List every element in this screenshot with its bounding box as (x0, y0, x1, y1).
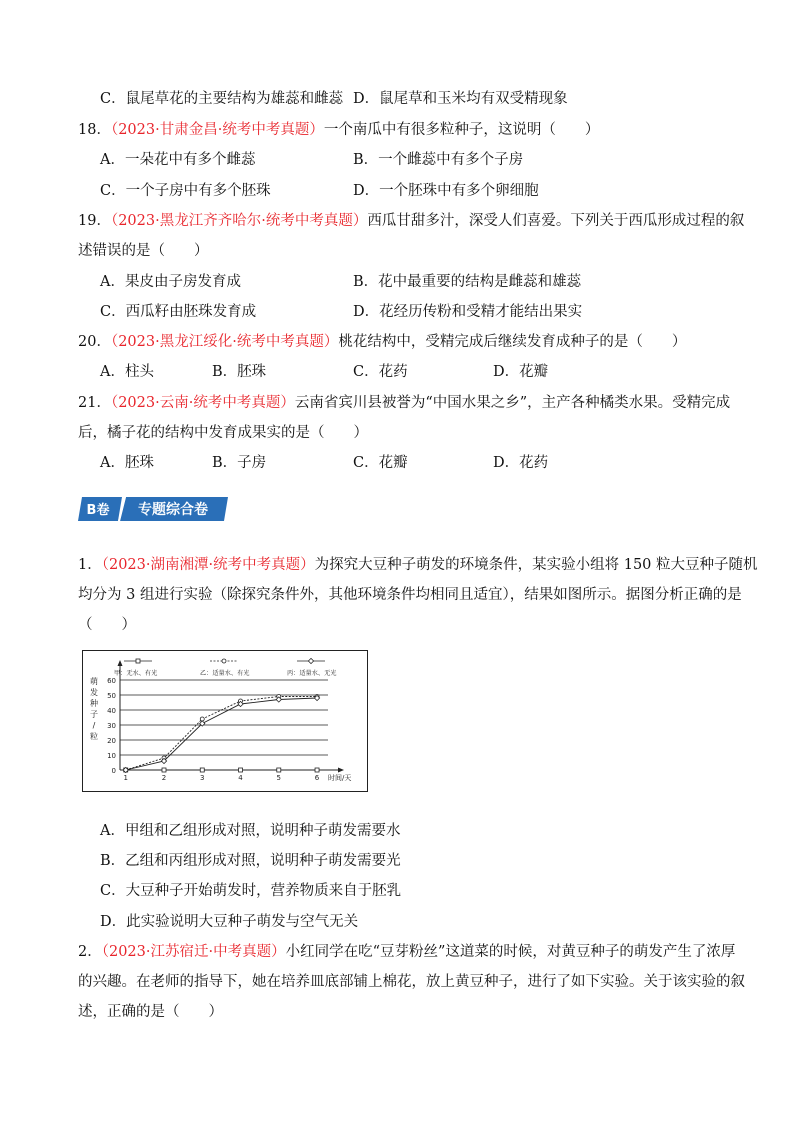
text-span: C．一个子房中有多个胚珠 (100, 183, 271, 199)
y-tick-label: 10 (107, 752, 116, 760)
answer-option: B．子房 (212, 455, 267, 471)
text-line (100, 181, 271, 201)
banner-title: 专题综合卷 (138, 502, 208, 518)
y-tick-label: 40 (107, 707, 116, 715)
chart-svg (82, 650, 368, 792)
x-tick-label: 6 (314, 774, 320, 782)
text-line (100, 89, 343, 109)
data-point (222, 659, 226, 663)
answer-option: D．花经历传粉和受精才能结出果实 (353, 304, 583, 320)
text-line (78, 585, 742, 605)
data-point (277, 768, 281, 772)
text-span: A．果皮由子房发育成 (100, 274, 241, 290)
y-axis-label-char: 粒 (90, 732, 98, 741)
text-span: 后，橘子花的结构中发育成果实的是（ ） (78, 425, 368, 441)
text-line (100, 881, 401, 901)
source-citation: （2023·甘肃金昌·统考中考真题） (110, 122, 324, 138)
text-span: 的兴趣。在老师的指导下，她在培养皿底部铺上棉花，放上黄豆种子，进行了如下实验。关于该实验的叙 (78, 974, 745, 990)
series-line (126, 698, 317, 770)
answer-option: D．鼠尾草和玉米均有双受精现象 (353, 91, 568, 107)
text-line (100, 821, 400, 841)
text-line (100, 302, 256, 322)
x-tick-label: 4 (238, 774, 243, 782)
text-span: D．此实验说明大豆种子萌发与空气无关 (100, 914, 359, 930)
legend-label: 丙：适量水、无光 (287, 670, 337, 677)
text-span: （ ） (78, 617, 136, 633)
y-tick-label: 50 (107, 692, 116, 700)
text-span: 云南省宾川县被誉为“中国水果之乡”，主产各种橘类水果。受精完成 (294, 395, 731, 411)
x-tick-label: 2 (161, 774, 167, 782)
y-tick-label: 30 (107, 722, 116, 730)
text-span: A．甲组和乙组形成对照，说明种子萌发需要水 (100, 823, 401, 839)
text-span: A．柱头 (100, 364, 154, 380)
y-axis-label-char: 发 (90, 688, 98, 697)
text-span: 桃花结构中，受精完成后继续发育成种子的是（ ） (338, 334, 687, 350)
y-tick-label: 60 (107, 677, 116, 685)
x-axis-label: 时间/天 (328, 774, 352, 782)
source-citation: （2023·湖南湘潭·统考中考真题） (101, 557, 315, 573)
text-line (100, 851, 401, 871)
y-axis-label-char: / (92, 721, 96, 730)
source-citation: （2023·云南·统考中考真题） (110, 395, 295, 411)
text-line (100, 272, 241, 292)
x-tick-label: 5 (276, 774, 282, 782)
text-span: 为探究大豆种子萌发的环境条件，某实验小组将 150 粒大豆种子随机 (314, 557, 758, 573)
answer-option: D．一个胚珠中有多个卵细胞 (353, 183, 539, 199)
text-span: 小红同学在吃“豆芽粉丝”这道菜的时候，对黄豆种子的萌发产生了浓厚 (285, 944, 736, 960)
y-axis-label-char: 萌 (90, 677, 98, 686)
answer-option: C．花药 (353, 364, 408, 380)
answer-option: B．胚珠 (212, 364, 267, 380)
text-line (100, 362, 154, 382)
text-span: C．大豆种子开始萌发时，营养物质来自于胚乳 (100, 883, 402, 899)
x-tick-label: 1 (123, 774, 128, 782)
answer-option: B．花中最重要的结构是雌蕊和雄蕊 (353, 274, 582, 290)
y-tick-label: 0 (111, 767, 116, 775)
answer-option: B．一个雌蕊中有多个子房 (353, 152, 524, 168)
data-point (315, 768, 319, 772)
legend-label: 甲：无水、有光 (114, 670, 158, 677)
text-span: 1． (78, 557, 102, 573)
y-axis-arrow (118, 660, 123, 666)
text-span: B．乙组和丙组形成对照，说明种子萌发需要光 (100, 853, 401, 869)
text-span: C．鼠尾草花的主要结构为雄蕊和雌蕊 (100, 91, 344, 107)
text-span: 述错误的是（ ） (78, 243, 209, 259)
data-point (162, 768, 166, 772)
y-axis-label-char: 种 (90, 699, 98, 708)
text-span: 西瓜甘甜多汁，深受人们喜爱。下列关于西瓜形成过程的叙 (367, 213, 745, 229)
section-banner (78, 495, 228, 523)
text-span: C．西瓜籽由胚珠发育成 (100, 304, 257, 320)
answer-option: D．花药 (493, 455, 549, 471)
banner-tag: B卷 (86, 503, 110, 518)
text-line (78, 942, 735, 962)
text-line (78, 120, 599, 140)
data-point (136, 659, 140, 663)
data-point (200, 768, 204, 772)
y-tick-label: 20 (107, 737, 116, 745)
answer-option: D．花瓣 (493, 364, 549, 380)
y-axis-label-char: 子 (90, 710, 98, 719)
text-span: 述，正确的是（ ） (78, 1004, 223, 1020)
text-span: A．胚珠 (100, 455, 154, 471)
source-citation: （2023·黑龙江绥化·统考中考真题） (110, 334, 339, 350)
text-line (100, 453, 154, 473)
germination-chart (82, 650, 368, 792)
text-line (78, 332, 686, 352)
text-line (100, 912, 358, 932)
text-span: 18． (78, 122, 111, 138)
text-line (78, 423, 368, 443)
text-span: 19． (78, 213, 111, 229)
source-citation: （2023·江苏宿迁·中考真题） (101, 944, 286, 960)
x-tick-label: 3 (200, 774, 205, 782)
text-line (78, 393, 730, 413)
text-line (78, 1002, 223, 1022)
answer-option: C．花瓣 (353, 455, 408, 471)
text-line (78, 211, 744, 231)
legend-label: 乙：适量水、有光 (200, 670, 250, 677)
text-line (78, 972, 745, 992)
text-line (100, 150, 255, 170)
text-line (78, 615, 136, 635)
text-span: A．一朵花中有多个雌蕊 (100, 152, 256, 168)
text-span: 2． (78, 944, 102, 960)
text-span: 均分为 3 组进行实验（除探究条件外，其他环境条件均相同且适宜），结果如图所示。据图分析正确的是 (78, 587, 742, 603)
data-point (239, 768, 243, 772)
text-span: 20． (78, 334, 111, 350)
series-line (126, 697, 317, 771)
text-span: 21． (78, 395, 111, 411)
data-point (308, 658, 313, 663)
source-citation: （2023·黑龙江齐齐哈尔·统考中考真题） (110, 213, 368, 229)
text-span: 一个南瓜中有很多粒种子，这说明（ ） (323, 122, 600, 138)
text-line (78, 241, 209, 261)
text-line (78, 555, 758, 575)
